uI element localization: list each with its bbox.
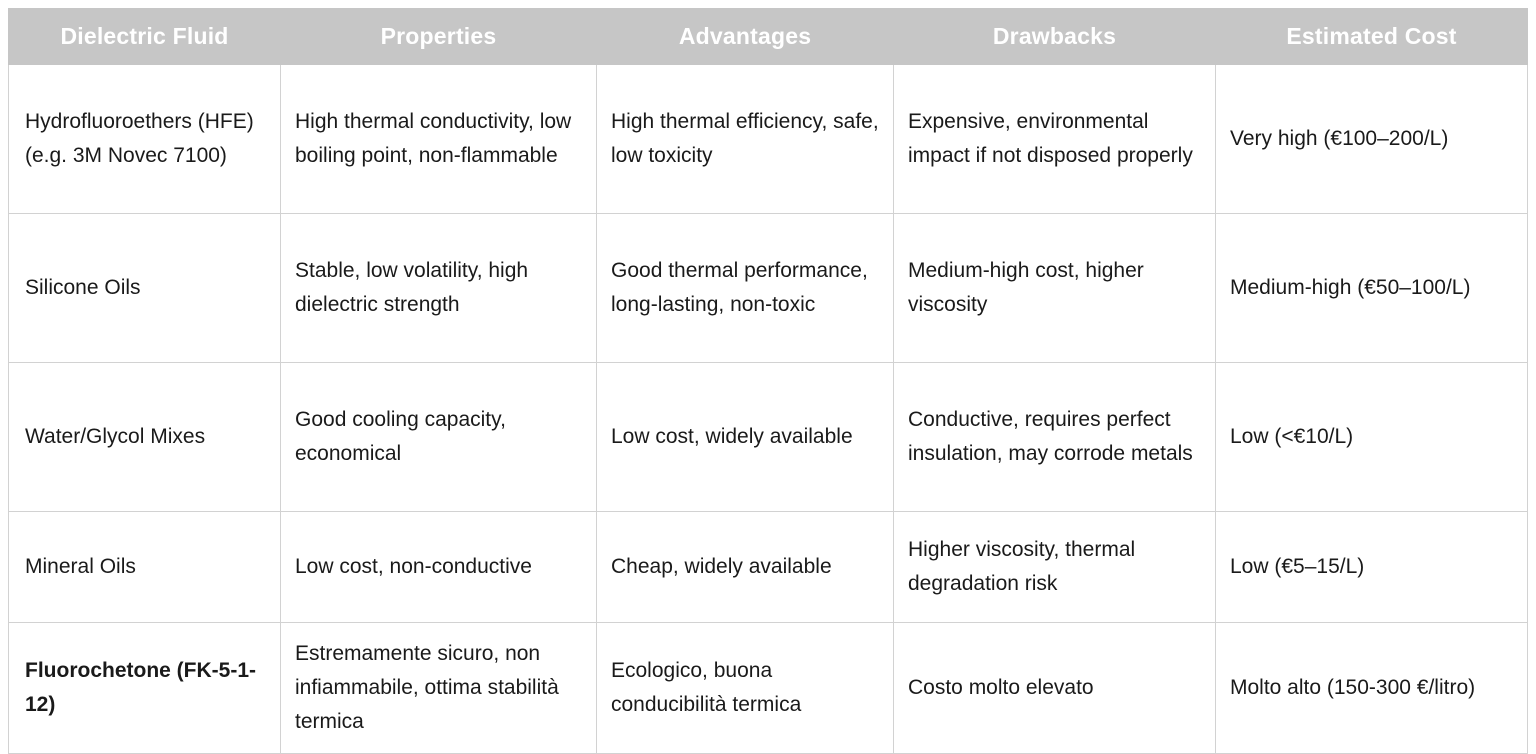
column-header-properties: Properties [281, 9, 597, 65]
cell-fluid: Fluorochetone (FK-5-1-12) [9, 623, 281, 754]
column-header-drawbacks: Drawbacks [894, 9, 1216, 65]
cell-properties: Good cooling capacity, economical [281, 363, 597, 512]
table-row [9, 65, 1528, 214]
cell-properties: Low cost, non-conductive [281, 512, 597, 623]
column-header-advantages: Advantages [597, 9, 894, 65]
cell-cost: Molto alto (150-300 €/litro) [1216, 623, 1528, 754]
cell-fluid: Water/Glycol Mixes [9, 363, 281, 512]
dielectric-fluid-comparison-table-container [0, 8, 1536, 754]
cell-drawbacks: Expensive, environmental impact if not disposed properly [894, 65, 1216, 214]
cell-drawbacks: Conductive, requires perfect insulation, may corrode metals [894, 363, 1216, 512]
column-header-dielectric-fluid: Dielectric Fluid [9, 9, 281, 65]
cell-advantages: High thermal efficiency, safe, low toxicity [597, 65, 894, 214]
cell-fluid: Hydrofluoroethers (HFE) (e.g. 3M Novec 7100) [9, 65, 281, 214]
cell-properties: Estremamente sicuro, non infiammabile, ottima stabilità termica [281, 623, 597, 754]
cell-advantages: Ecologico, buona conducibilità termica [597, 623, 894, 754]
cell-properties: Stable, low volatility, high dielectric strength [281, 214, 597, 363]
cell-fluid: Mineral Oils [9, 512, 281, 623]
table-row [9, 363, 1528, 512]
table-row [9, 214, 1528, 363]
cell-cost: Medium-high (€50–100/L) [1216, 214, 1528, 363]
cell-drawbacks: Higher viscosity, thermal degradation risk [894, 512, 1216, 623]
cell-cost: Very high (€100–200/L) [1216, 65, 1528, 214]
cell-properties: High thermal conductivity, low boiling point, non-flammable [281, 65, 597, 214]
column-header-estimated-cost: Estimated Cost [1216, 9, 1528, 65]
table-row [9, 623, 1528, 754]
cell-cost: Low (<€10/L) [1216, 363, 1528, 512]
cell-cost: Low (€5–15/L) [1216, 512, 1528, 623]
cell-drawbacks: Costo molto elevato [894, 623, 1216, 754]
table-header [9, 9, 1528, 65]
table-row [9, 512, 1528, 623]
cell-advantages: Cheap, widely available [597, 512, 894, 623]
dielectric-fluid-comparison-table [8, 8, 1528, 754]
table-body [9, 65, 1528, 754]
table-header-row [9, 9, 1528, 65]
cell-drawbacks: Medium-high cost, higher viscosity [894, 214, 1216, 363]
cell-advantages: Low cost, widely available [597, 363, 894, 512]
cell-advantages: Good thermal performance, long-lasting, non-toxic [597, 214, 894, 363]
cell-fluid: Silicone Oils [9, 214, 281, 363]
